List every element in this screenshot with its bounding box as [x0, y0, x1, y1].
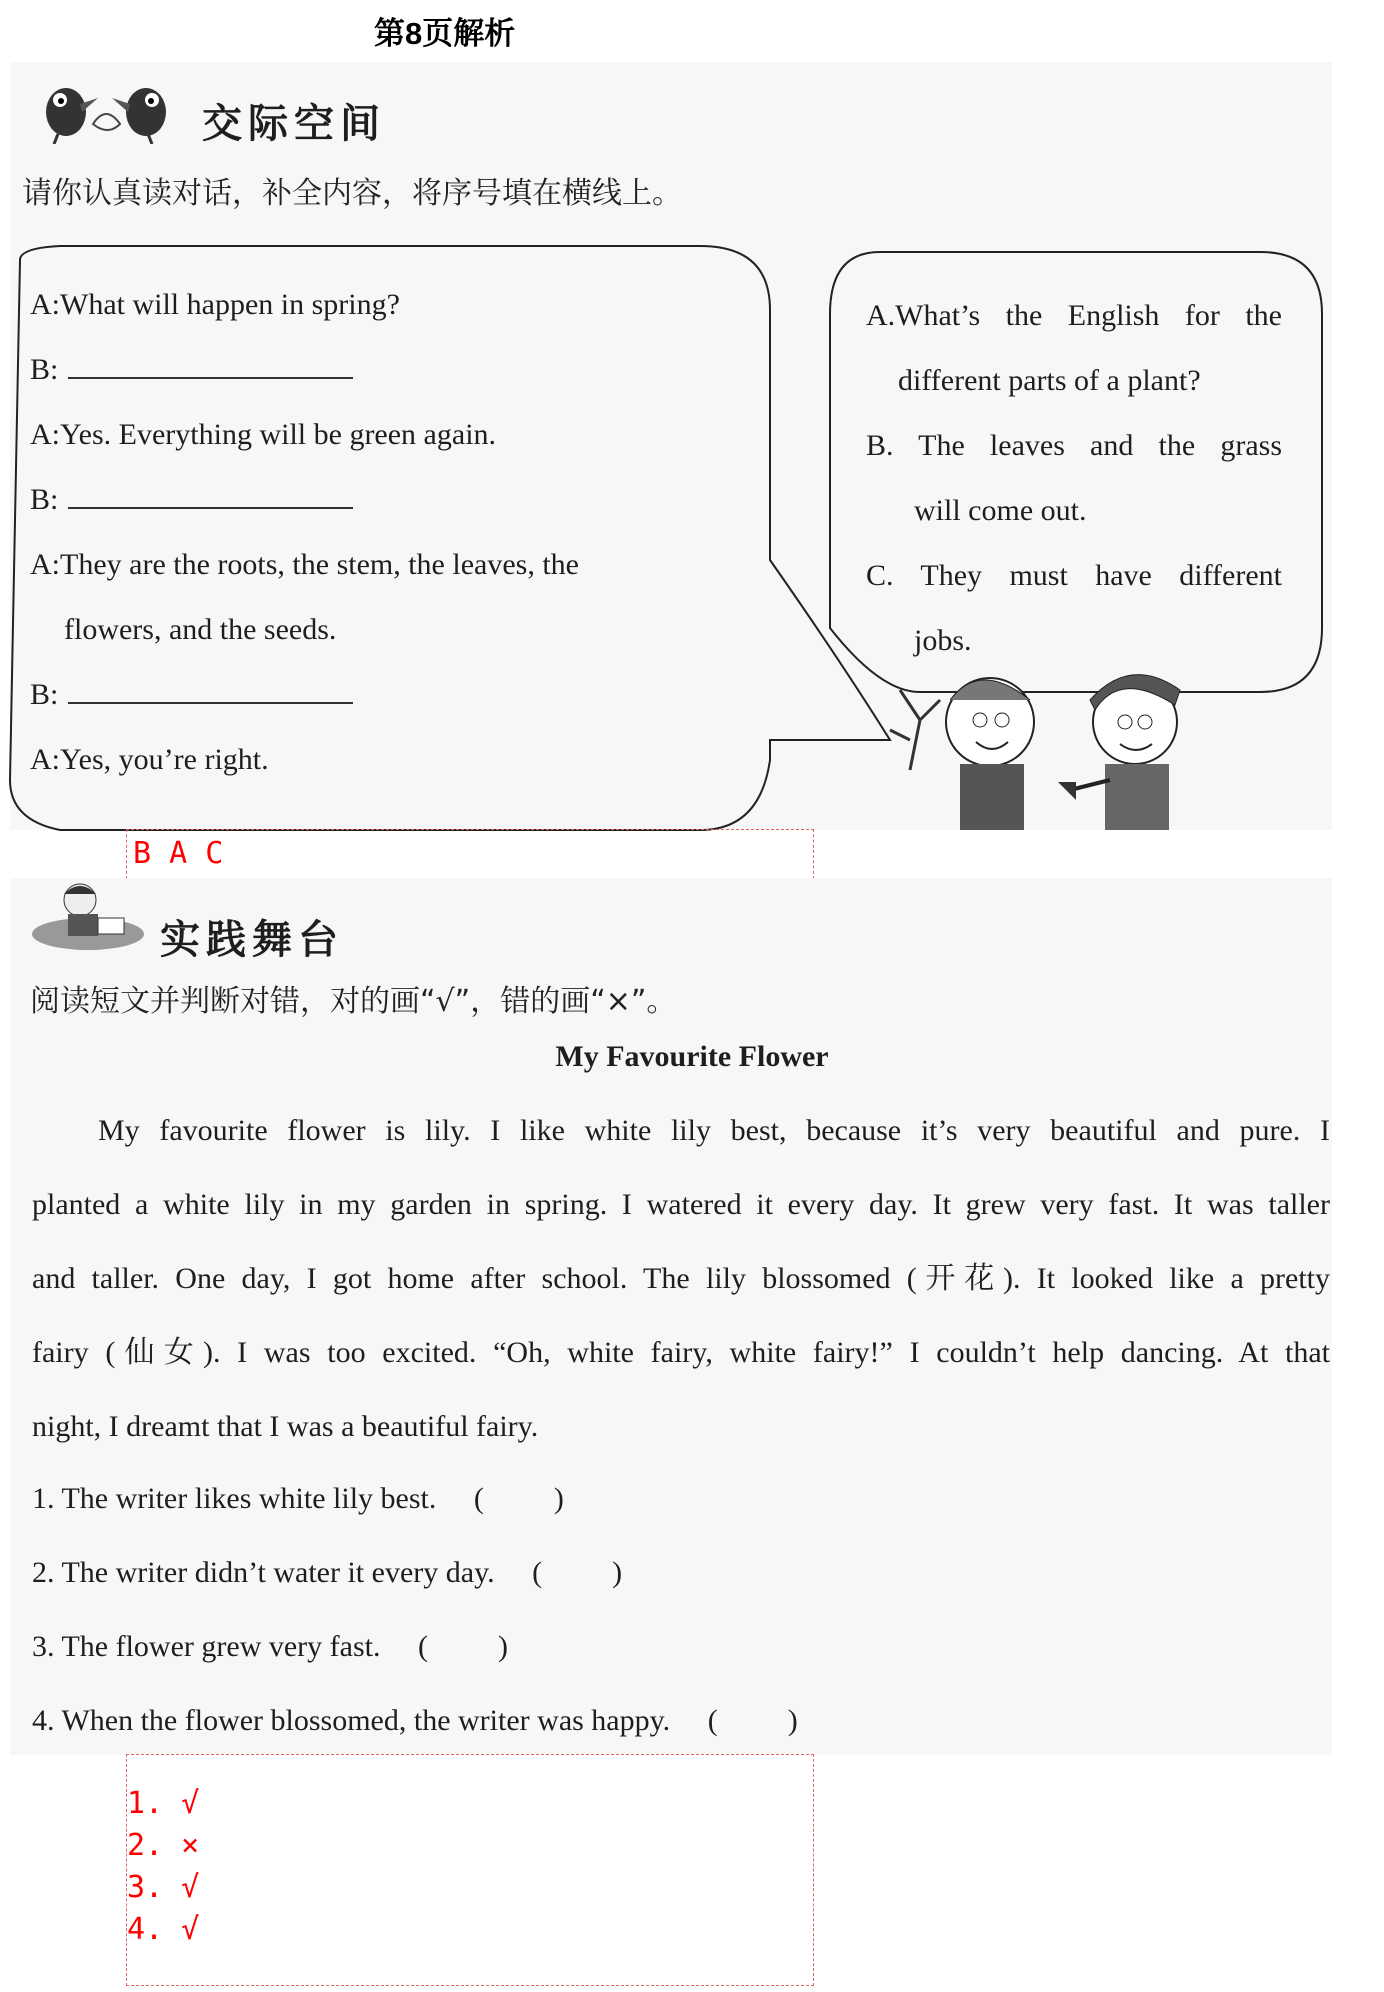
- dialogue-text: They are the roots, the stem, the leaves, the: [60, 548, 579, 581]
- question-text: 2. The writer didn’t water it every day.: [32, 1556, 495, 1589]
- passage: [32, 1094, 1330, 1464]
- answer-paren[interactable]: ( ): [418, 1630, 508, 1663]
- speaker-label: B:: [30, 353, 59, 386]
- answer-paren[interactable]: ( ): [532, 1556, 623, 1589]
- answer-text-1: B A C: [133, 836, 224, 871]
- option-b-line2: will come out.: [914, 494, 1087, 527]
- speaker-label: A:: [30, 743, 60, 776]
- speaker-label: B:: [30, 678, 59, 711]
- question-text: 4. When the flower blossomed, the writer was happy.: [32, 1704, 671, 1737]
- passage-title: My Favourite Flower: [555, 1040, 829, 1073]
- dialogue-line-8: [30, 743, 269, 777]
- passage-line: planted a white lily in my garden in spring. I watered it every day. It grew very fast. It was taller: [32, 1188, 1330, 1221]
- option-c-line1: C. They must have different: [866, 559, 1282, 592]
- passage-line: and taller. One day, I got home after school. The lily blossomed (开花). It looked like a pretty: [32, 1262, 1330, 1295]
- passage-line: My favourite flower is lily. I like white lily best, because it’s very beautiful and pure. I: [98, 1114, 1330, 1147]
- dialogue-text: What will happen in spring?: [60, 288, 400, 321]
- dialogue-text: flowers, and the seeds.: [64, 613, 337, 646]
- question-1: [32, 1482, 564, 1516]
- option-a: [866, 300, 1282, 332]
- answer-blank[interactable]: [68, 485, 353, 509]
- option-b-line1: B. The leaves and the grass: [866, 429, 1282, 462]
- option-a-line2: different parts of a plant?: [898, 364, 1201, 397]
- passage-line: night, I dreamt that I was a beautiful fairy.: [32, 1410, 539, 1443]
- answer-blank[interactable]: [68, 680, 353, 704]
- answer-paren[interactable]: ( ): [707, 1704, 798, 1737]
- answer-blank[interactable]: [68, 355, 353, 379]
- question-3: [32, 1630, 508, 1664]
- answer-paren[interactable]: ( ): [473, 1482, 564, 1515]
- section2-instruction: 阅读短文并判断对错，对的画“√”，错的画“×”。: [30, 984, 677, 1019]
- section1-title: 交际空间: [202, 101, 386, 147]
- dialogue-line-2: [30, 353, 353, 387]
- dialogue-line-1: [30, 288, 400, 322]
- answer-box-2: [126, 1754, 814, 1986]
- dialogue-text: Yes, you’re right.: [60, 743, 269, 776]
- dialogue-line-6: [64, 613, 336, 647]
- question-2: [32, 1556, 622, 1590]
- section1-instruction: 请你认真读对话，补全内容，将序号填在横线上。: [22, 176, 682, 211]
- reading-child-icon: [28, 878, 146, 956]
- question-text: 1. The writer likes white lily best.: [32, 1482, 437, 1515]
- option-c-line2: jobs.: [914, 624, 972, 657]
- question-text: 3. The flower grew very fast.: [32, 1630, 381, 1663]
- speaker-label: B:: [30, 483, 59, 516]
- speaker-label: A:: [30, 418, 60, 451]
- dialogue-line-7: [30, 678, 353, 712]
- answer-item: 1. √: [127, 1786, 200, 1821]
- answer-item: 3. √: [127, 1870, 200, 1905]
- answer-box-1: [126, 829, 814, 879]
- page-title: 第8页解析: [374, 16, 516, 51]
- dialogue-text: Yes. Everything will be green again.: [60, 418, 497, 451]
- dialogue-line-3: [30, 418, 496, 452]
- dialogue-line-5: [30, 548, 579, 582]
- question-4: [32, 1704, 798, 1738]
- children-illustration: [880, 660, 1210, 830]
- passage-line: fairy (仙女). I was too excited. “Oh, white fairy, white fairy!” I couldn’t help dancing. At that: [32, 1336, 1330, 1369]
- speaker-label: A:: [30, 288, 60, 321]
- answer-item: 2. ×: [127, 1828, 200, 1863]
- dialogue-line-4: [30, 483, 353, 517]
- birds-icon: [18, 64, 188, 144]
- answer-item: 4. √: [127, 1912, 200, 1947]
- section2-title: 实践舞台: [160, 917, 344, 963]
- speaker-label: A:: [30, 548, 60, 581]
- option-a-line1: A.What’s the English for the: [866, 299, 1282, 332]
